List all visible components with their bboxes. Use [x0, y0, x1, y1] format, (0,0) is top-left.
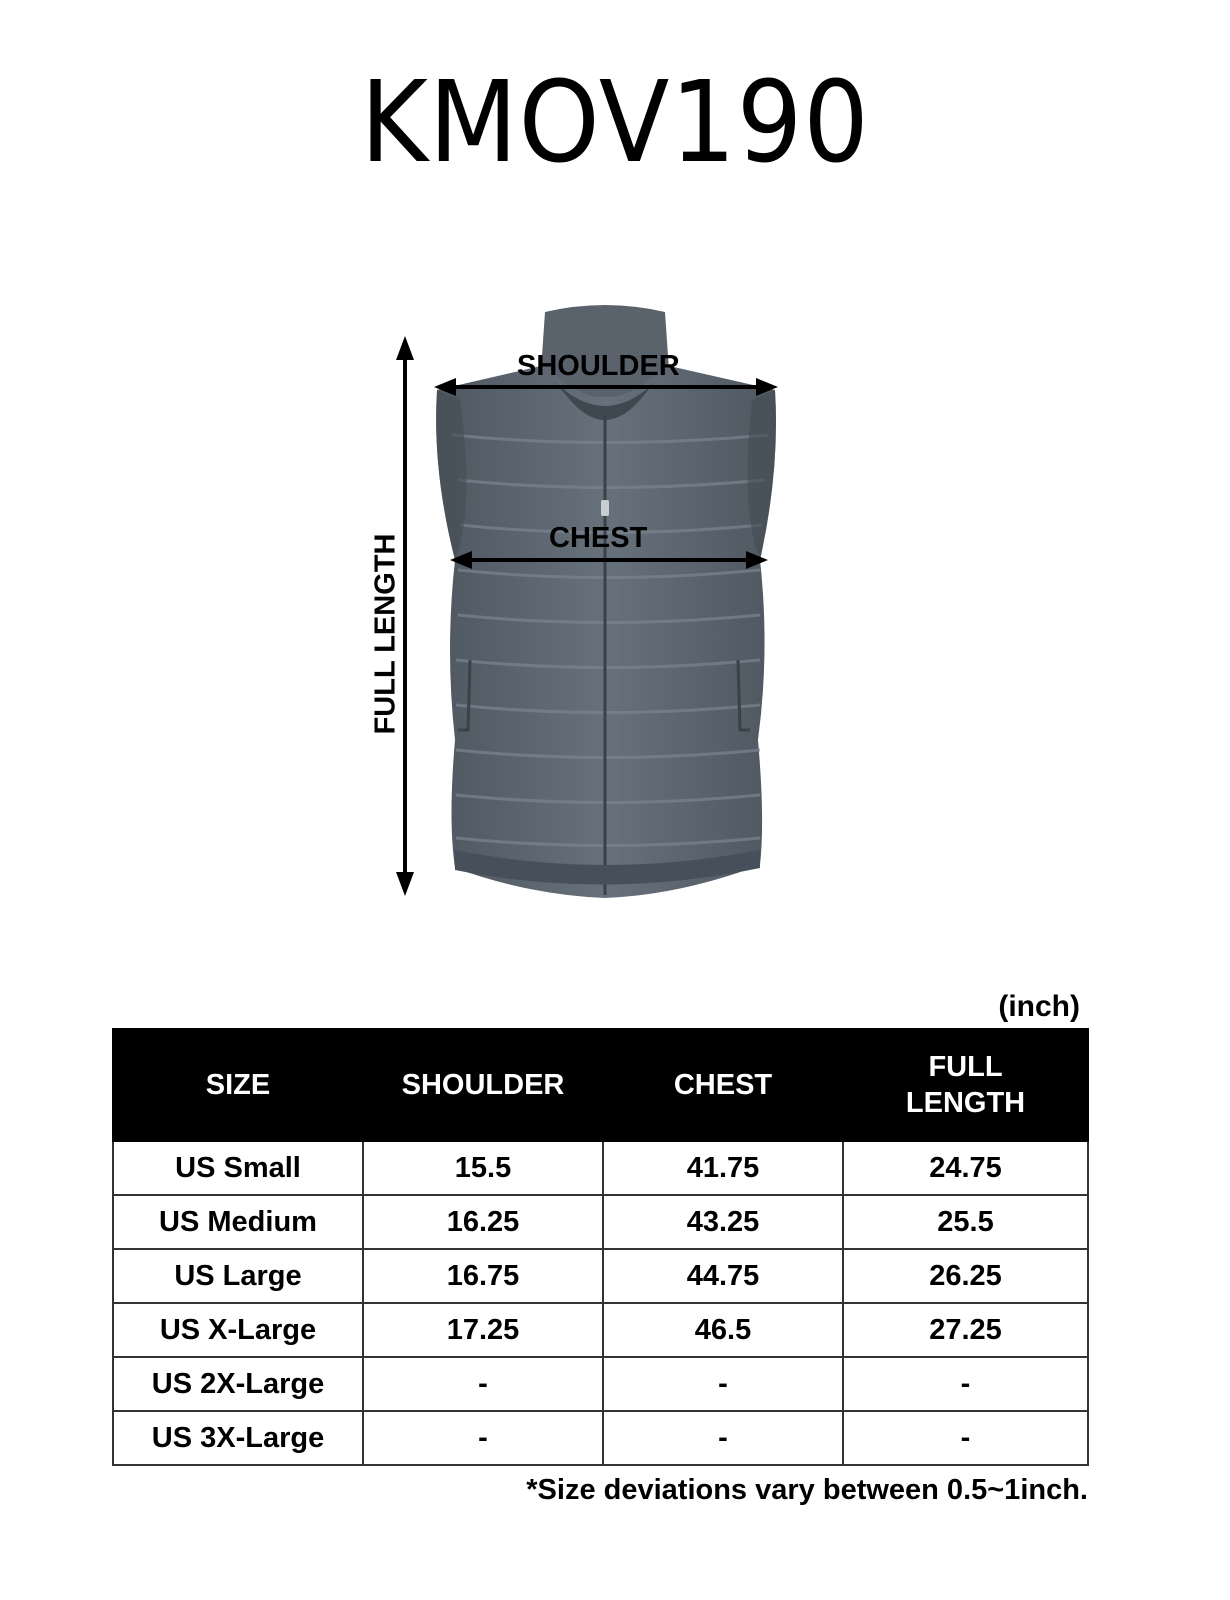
- cell-shoulder: 15.5: [363, 1141, 603, 1195]
- cell-full-length: 26.25: [843, 1249, 1088, 1303]
- cell-shoulder: -: [363, 1411, 603, 1465]
- cell-full-length: 27.25: [843, 1303, 1088, 1357]
- cell-full-length: -: [843, 1411, 1088, 1465]
- cell-chest: -: [603, 1411, 843, 1465]
- size-chart-table: [112, 1028, 1089, 1466]
- table-row: [113, 1195, 1088, 1249]
- cell-chest: 43.25: [603, 1195, 843, 1249]
- table-row: [113, 1357, 1088, 1411]
- measurement-arrows: [340, 290, 820, 930]
- table-header-row: [113, 1029, 1088, 1141]
- table-row: [113, 1141, 1088, 1195]
- vest-diagram: [340, 290, 820, 930]
- cell-chest: 46.5: [603, 1303, 843, 1357]
- size-deviation-note: *Size deviations vary between 0.5~1inch.: [526, 1474, 1088, 1506]
- cell-shoulder: 17.25: [363, 1303, 603, 1357]
- table-row: [113, 1411, 1088, 1465]
- header-size: SIZE: [113, 1029, 363, 1141]
- page-title: KMOV190: [360, 58, 870, 188]
- shoulder-label: SHOULDER: [517, 350, 680, 382]
- table-row: [113, 1303, 1088, 1357]
- full-length-label: FULL LENGTH: [369, 533, 402, 735]
- cell-chest: 41.75: [603, 1141, 843, 1195]
- cell-size: US Large: [113, 1249, 363, 1303]
- cell-size: US Medium: [113, 1195, 363, 1249]
- header-chest: CHEST: [603, 1029, 843, 1141]
- cell-size: US Small: [113, 1141, 363, 1195]
- cell-shoulder: -: [363, 1357, 603, 1411]
- header-shoulder: SHOULDER: [363, 1029, 603, 1141]
- table-row: [113, 1249, 1088, 1303]
- cell-shoulder: 16.75: [363, 1249, 603, 1303]
- cell-full-length: 24.75: [843, 1141, 1088, 1195]
- cell-chest: 44.75: [603, 1249, 843, 1303]
- cell-size: US 2X-Large: [113, 1357, 363, 1411]
- cell-size: US X-Large: [113, 1303, 363, 1357]
- cell-shoulder: 16.25: [363, 1195, 603, 1249]
- chest-label: CHEST: [549, 522, 648, 554]
- cell-chest: -: [603, 1357, 843, 1411]
- cell-size: US 3X-Large: [113, 1411, 363, 1465]
- unit-label: (inch): [998, 990, 1080, 1023]
- cell-full-length: 25.5: [843, 1195, 1088, 1249]
- header-full-length: FULL LENGTH: [843, 1029, 1088, 1141]
- cell-full-length: -: [843, 1357, 1088, 1411]
